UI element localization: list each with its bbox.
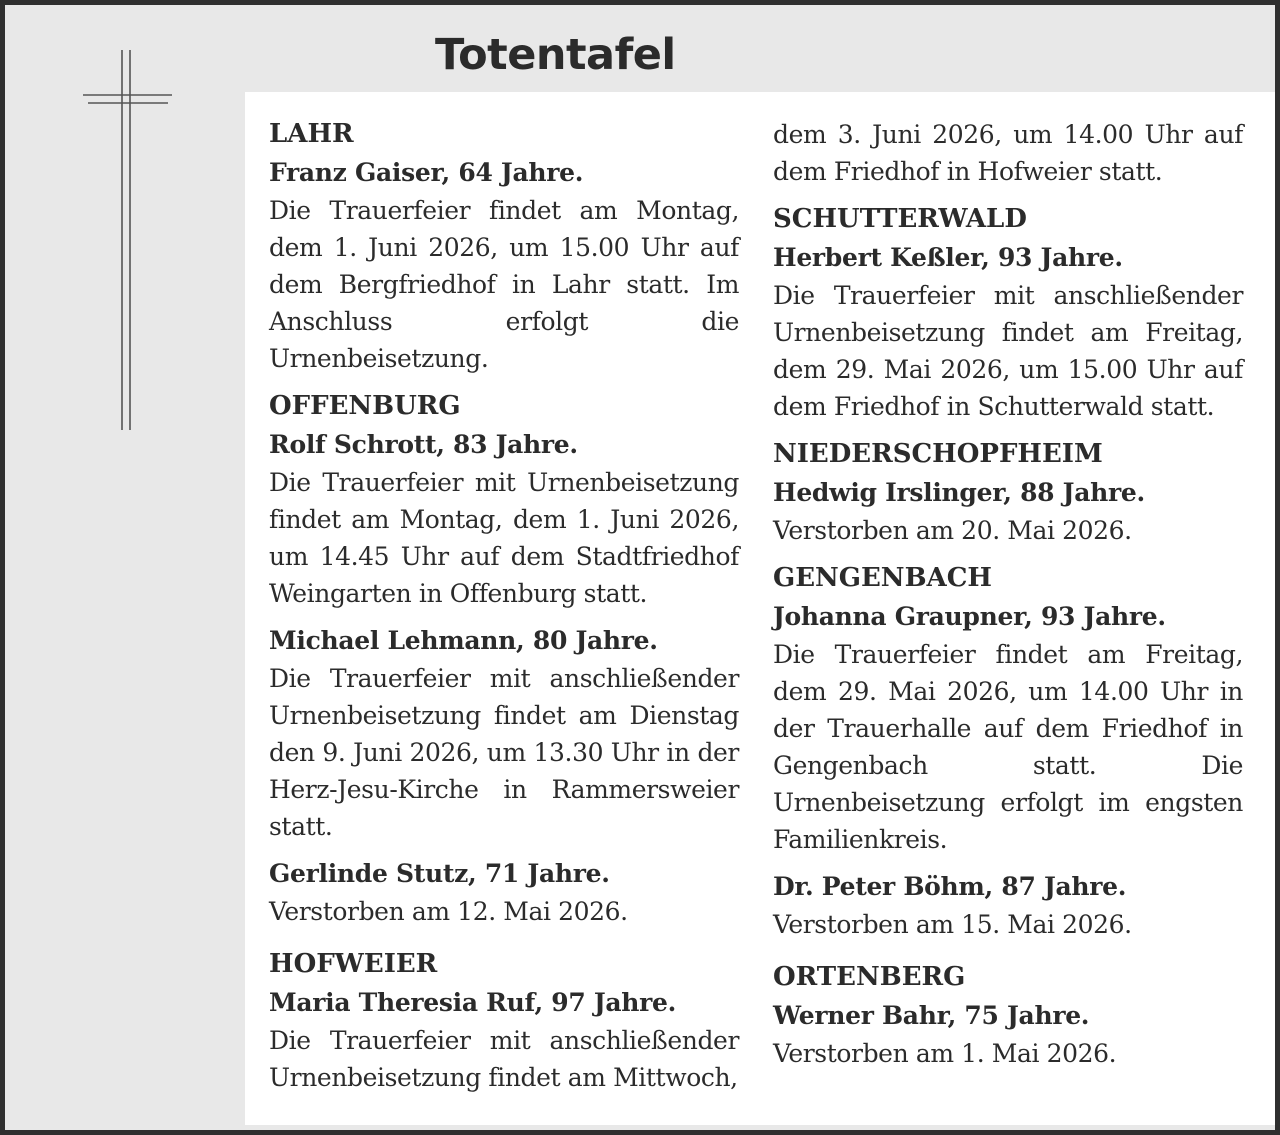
death-date-text: Verstorben am 20. Mai 2026.: [773, 516, 1132, 545]
deceased-name: Dr. Peter Böhm, 87 Jahre.: [773, 872, 1127, 901]
town-heading: HOFWEIER: [269, 949, 438, 979]
ceremony-text: Die Trauerfeier findet am Freitag, dem 29. Mai 2026, um 14.00 Uhr in der Trauerhalle auf dem Friedhof in Gengenbach statt. Die Urnenbeisetzung erfolgt im engsten Familienkreis.: [773, 640, 1243, 854]
ceremony-text: Die Trauerfeier mit anschließender Urnenbeisetzung findet am Mittwoch,: [269, 1026, 739, 1092]
cross-icon: [80, 45, 175, 430]
left-column: [269, 115, 739, 1096]
ceremony-text-continued: dem 3. Juni 2026, um 14.00 Uhr auf dem Friedhof in Hofweier statt.: [773, 120, 1243, 186]
town-heading: SCHUTTERWALD: [773, 204, 1027, 234]
section-hofweier: [269, 945, 739, 1096]
death-date-text: Verstorben am 12. Mai 2026.: [269, 897, 628, 926]
death-date-text: Verstorben am 15. Mai 2026.: [773, 910, 1132, 939]
deceased-name: Hedwig Irslinger, 88 Jahre.: [773, 478, 1145, 507]
ceremony-text: Die Trauerfeier mit anschließender Urnenbeisetzung findet am Dienstag den 9. Juni 2026, um 13.30 Uhr in der Herz-Jesu-Kirche in Rammersweier statt.: [269, 664, 739, 841]
town-heading: NIEDERSCHOPFHEIM: [773, 439, 1103, 469]
ceremony-text: Die Trauerfeier findet am Montag, dem 1. Juni 2026, um 15.00 Uhr auf dem Bergfriedhof in Lahr statt. Im Anschluss erfolgt die Urnenbeisetzung.: [269, 196, 739, 373]
obituary-list: [245, 92, 1280, 1125]
ceremony-text: Die Trauerfeier mit anschließender Urnenbeisetzung findet am Freitag, dem 29. Mai 2026, um 15.00 Uhr auf dem Friedhof in Schutterwald statt.: [773, 281, 1243, 421]
town-heading: GENGENBACH: [773, 563, 992, 593]
deceased-name: Werner Bahr, 75 Jahre.: [773, 1001, 1090, 1030]
ceremony-text: Die Trauerfeier mit Urnenbeisetzung findet am Montag, dem 1. Juni 2026, um 14.45 Uhr auf dem Stadtfriedhof Weingarten in Offenburg statt.: [269, 468, 739, 608]
town-heading: ORTENBERG: [773, 962, 966, 992]
deceased-name: Gerlinde Stutz, 71 Jahre.: [269, 859, 610, 888]
deceased-name: Franz Gaiser, 64 Jahre.: [269, 158, 584, 187]
deceased-name: Michael Lehmann, 80 Jahre.: [269, 626, 658, 655]
death-date-text: Verstorben am 1. Mai 2026.: [773, 1039, 1117, 1068]
right-column: [773, 116, 1243, 1072]
town-heading: LAHR: [269, 119, 354, 149]
town-heading: OFFENBURG: [269, 391, 461, 421]
section-lahr: [269, 115, 739, 377]
section-gengenbach: [773, 559, 1243, 943]
deceased-name: Herbert Keßler, 93 Jahre.: [773, 243, 1123, 272]
deceased-name: Rolf Schrott, 83 Jahre.: [269, 430, 578, 459]
section-offenburg: [269, 387, 739, 930]
deceased-name: Johanna Graupner, 93 Jahre.: [773, 602, 1166, 631]
deceased-name: Maria Theresia Ruf, 97 Jahre.: [269, 988, 677, 1017]
page-title: Totentafel: [435, 30, 676, 80]
section-schutterwald: [773, 200, 1243, 425]
section-niederschopfheim: [773, 435, 1243, 549]
section-ortenberg: [773, 958, 1243, 1072]
